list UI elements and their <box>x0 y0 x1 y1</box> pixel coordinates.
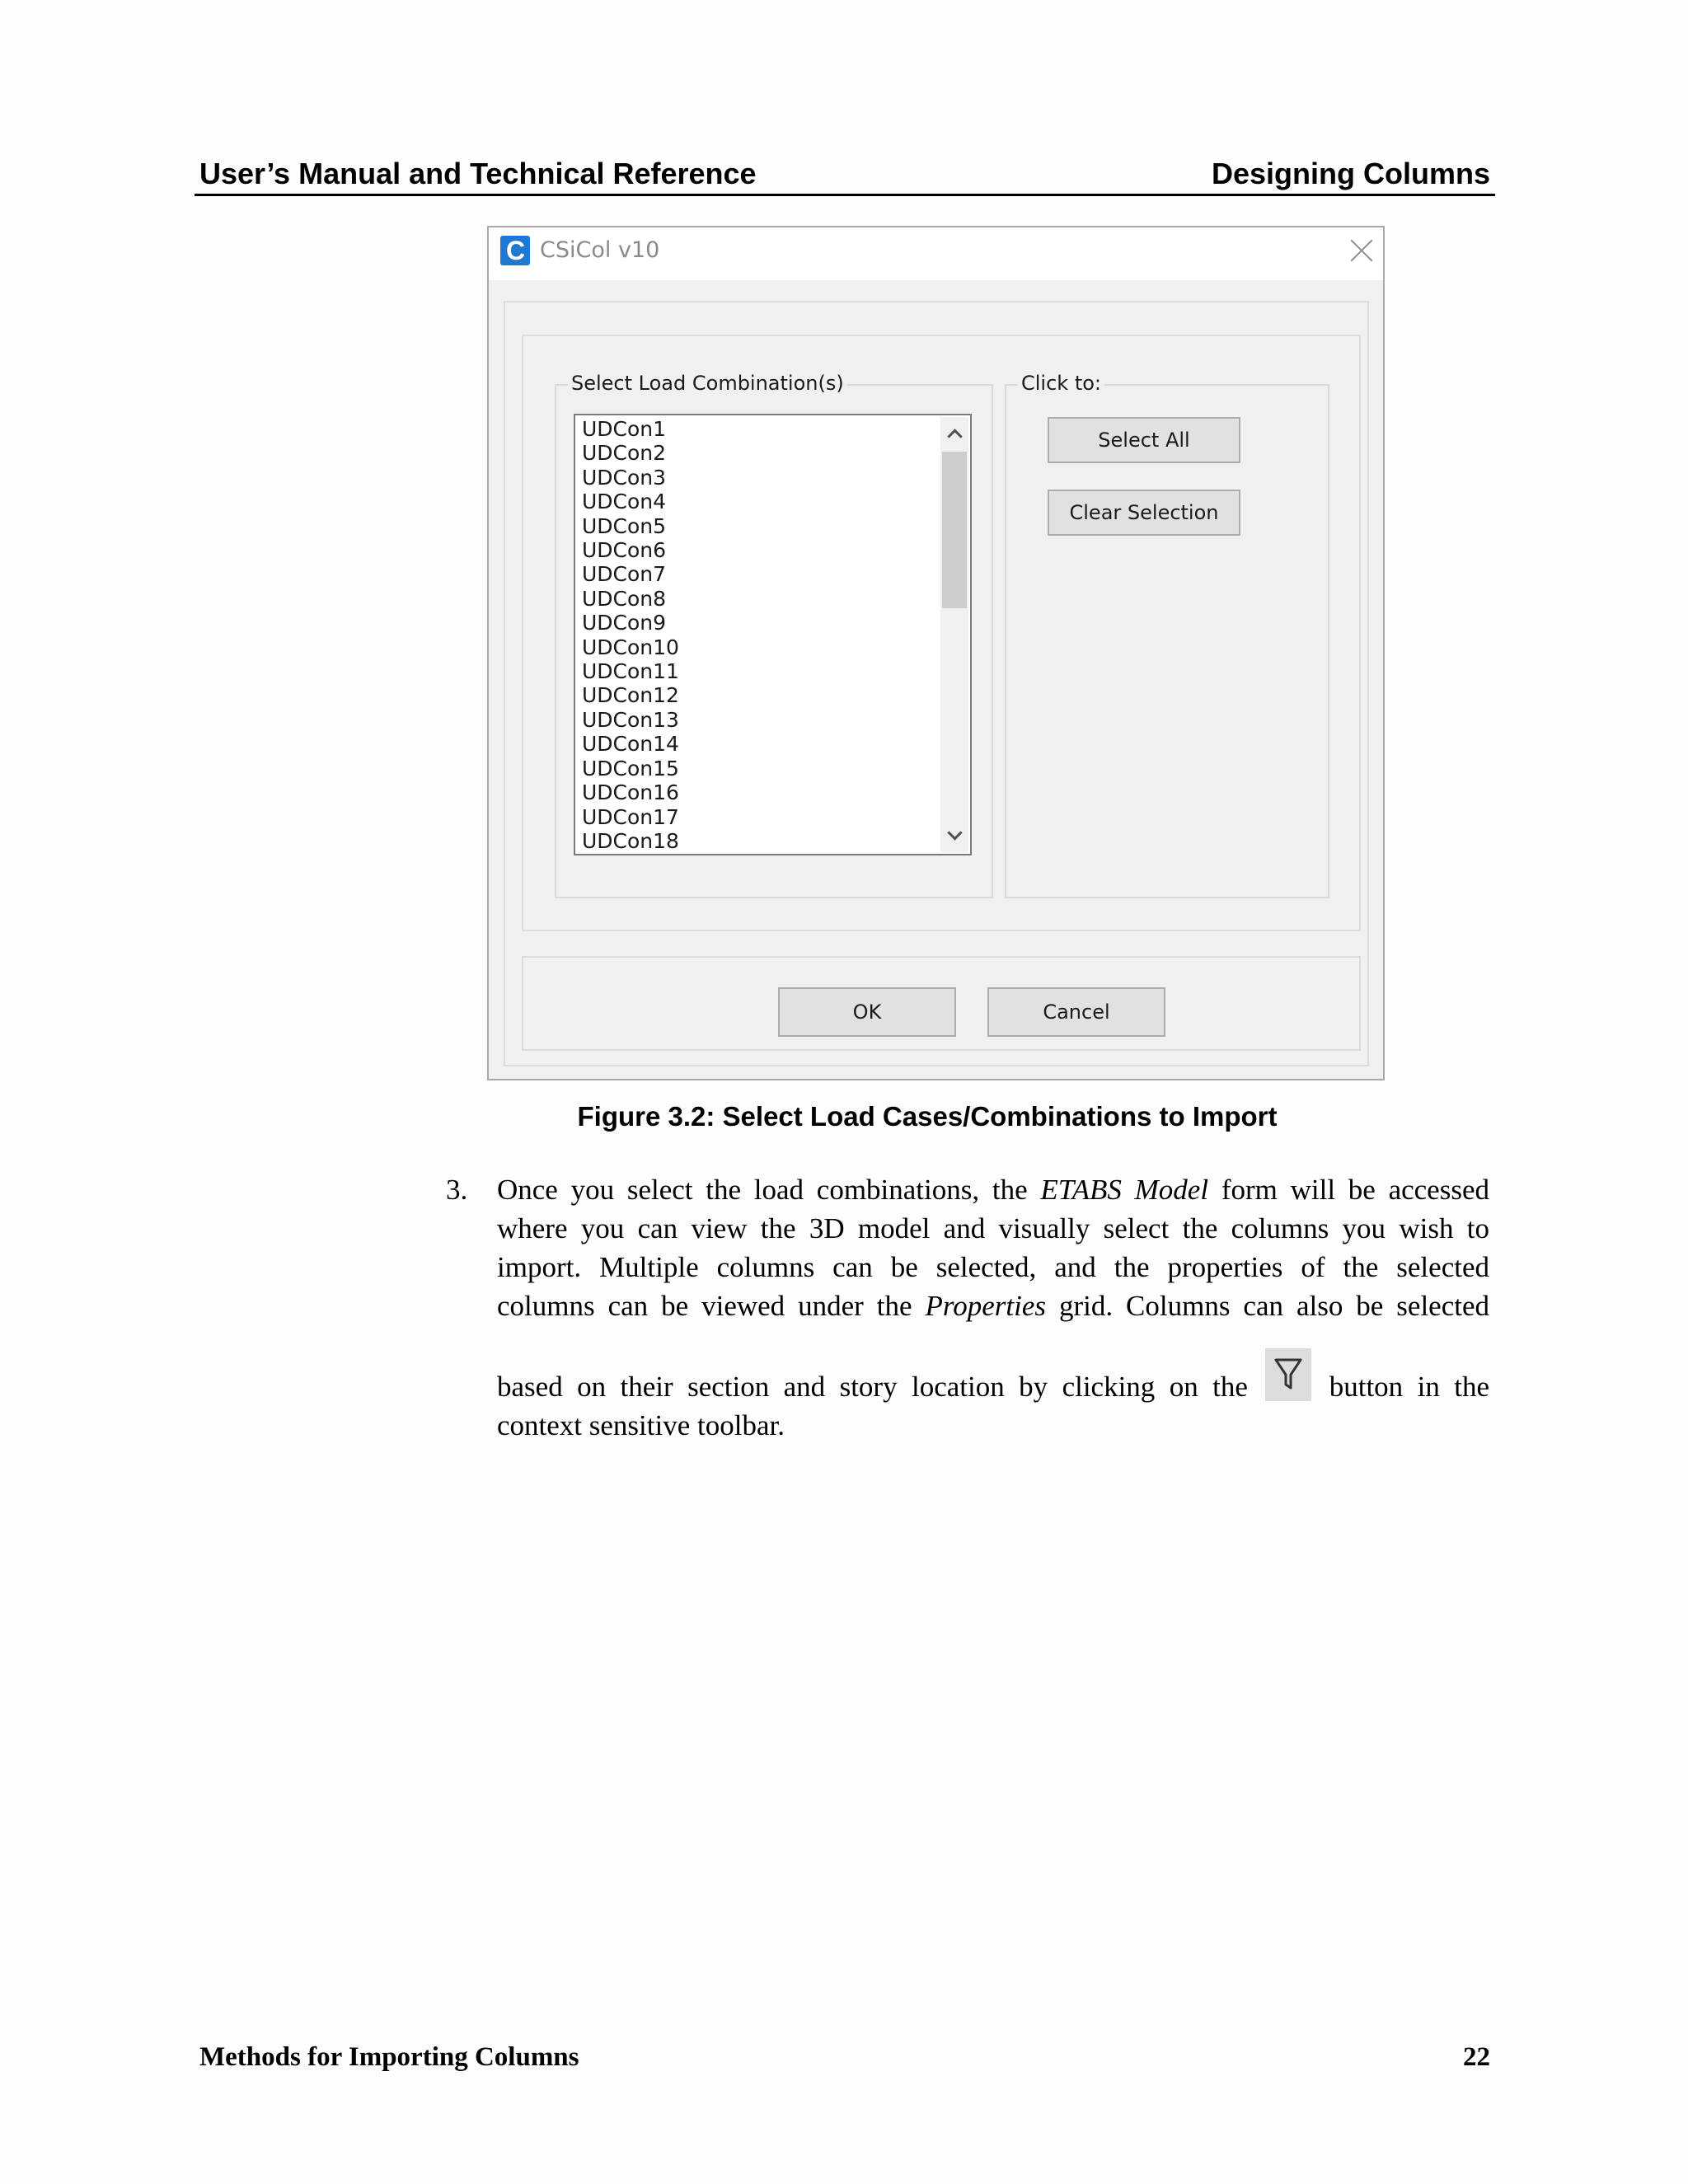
list-item[interactable]: UDCon3 <box>582 465 667 490</box>
scroll-down-icon[interactable] <box>940 819 968 852</box>
list-item[interactable]: UDCon7 <box>582 562 667 587</box>
list-item[interactable]: UDCon18 <box>582 828 679 853</box>
load-combination-group-label: Select Load Combination(s) <box>568 371 847 396</box>
list-item[interactable]: UDCon6 <box>582 538 667 563</box>
running-header-chapter: Designing Columns <box>1211 157 1490 190</box>
select-all-button[interactable]: Select All <box>1048 417 1240 463</box>
text: grid. Columns can also be selected <box>1045 1290 1489 1322</box>
para-line: import. Multiple columns can be selected, and the properties of the selected <box>497 1251 1489 1283</box>
para-line <box>497 1348 1489 1406</box>
page-number: 22 <box>1463 2042 1490 2072</box>
list-item[interactable]: UDCon1 <box>582 417 667 441</box>
list-item[interactable]: UDCon11 <box>582 659 679 684</box>
cancel-button[interactable]: Cancel <box>987 987 1165 1037</box>
text: columns can be viewed under the <box>497 1290 926 1322</box>
list-item[interactable]: UDCon14 <box>582 732 679 757</box>
list-item[interactable]: UDCon10 <box>582 635 679 659</box>
grid-name: Properties <box>925 1290 1046 1322</box>
figure-caption: Figure 3.2: Select Load Cases/Combinations to Import <box>577 1101 1278 1132</box>
scroll-up-icon[interactable] <box>940 417 968 450</box>
list-item[interactable]: UDCon9 <box>582 611 667 635</box>
step-number: 3. <box>446 1174 468 1206</box>
header-rule <box>195 194 1495 196</box>
list-item[interactable]: UDCon13 <box>582 707 679 732</box>
para-line <box>497 1170 1489 1209</box>
step-paragraph <box>497 1170 1489 1445</box>
list-scrollbar[interactable] <box>940 417 968 852</box>
text: based on their section and story location by clicking on the <box>497 1371 1263 1403</box>
list-item[interactable]: UDCon17 <box>582 804 679 829</box>
click-to-group-label: Click to: <box>1018 371 1104 396</box>
list-item[interactable]: UDCon4 <box>582 490 667 514</box>
load-combination-list[interactable] <box>574 414 972 855</box>
close-icon[interactable] <box>1345 234 1378 267</box>
para-line <box>497 1286 1489 1325</box>
text: button in the <box>1315 1371 1489 1403</box>
para-line: context sensitive toolbar. <box>497 1409 785 1441</box>
app-logo-icon: C <box>500 236 530 265</box>
list-items <box>582 417 679 853</box>
clear-selection-button[interactable]: Clear Selection <box>1048 490 1240 536</box>
text: form will be accessed <box>1208 1174 1489 1206</box>
running-header-title: User’s Manual and Technical Reference <box>199 157 757 190</box>
list-item[interactable]: UDCon16 <box>582 780 679 805</box>
scroll-thumb[interactable] <box>942 452 967 608</box>
form-name: ETABS Model <box>1040 1174 1209 1206</box>
dialog-titlebar <box>489 227 1383 280</box>
para-line: where you can view the 3D model and visually select the columns you wish to <box>497 1212 1489 1244</box>
footer-section-title: Methods for Importing Columns <box>199 2042 579 2072</box>
list-item[interactable]: UDCon5 <box>582 513 667 538</box>
list-item[interactable]: UDCon8 <box>582 586 667 611</box>
list-item[interactable]: UDCon15 <box>582 756 679 780</box>
list-item[interactable]: UDCon2 <box>582 441 667 466</box>
filter-icon <box>1265 1348 1311 1401</box>
list-item[interactable]: UDCon12 <box>582 683 679 708</box>
text: Once you select the load combinations, the <box>497 1174 1041 1206</box>
ok-button[interactable]: OK <box>778 987 956 1037</box>
dialog-screenshot <box>487 226 1385 1080</box>
dialog-title: CSiCol v10 <box>540 237 660 263</box>
